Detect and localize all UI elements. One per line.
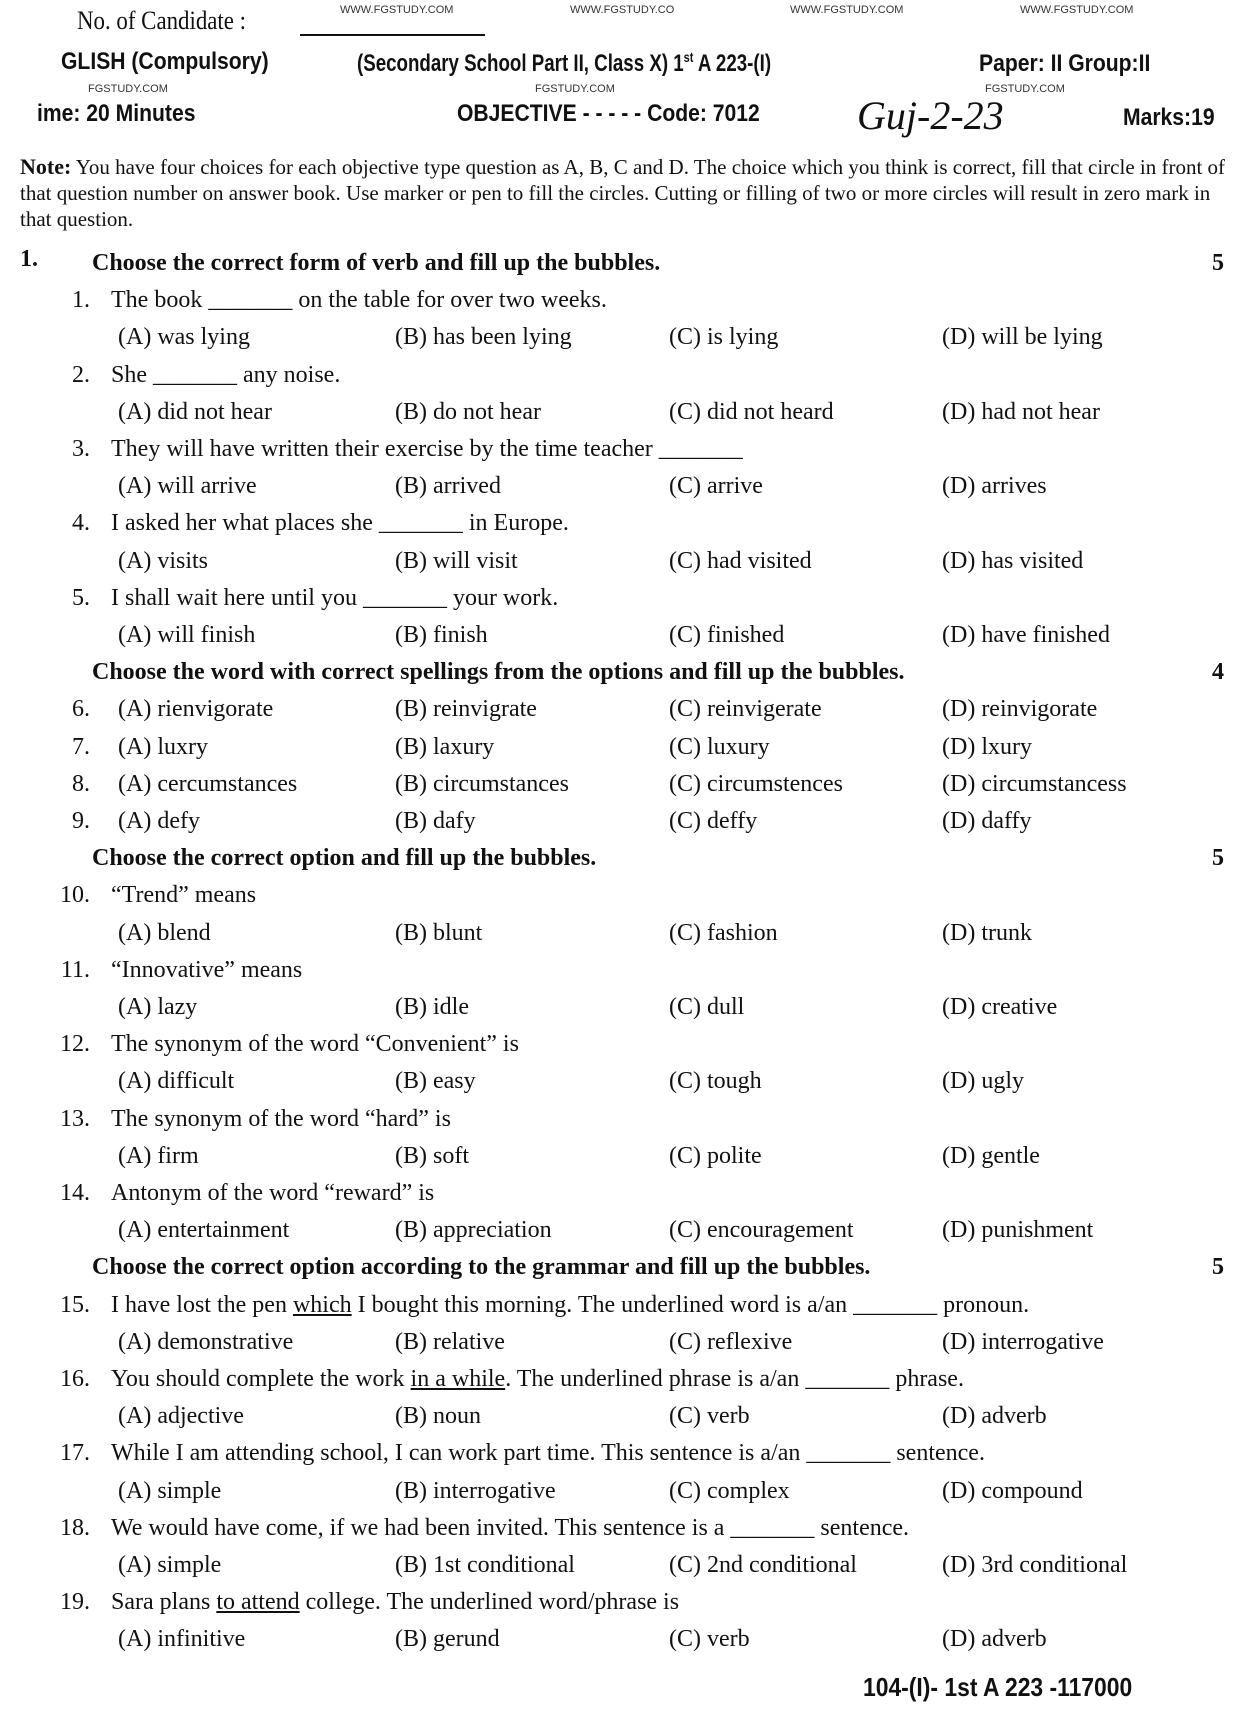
answer-option-a: (A) simple [118, 1552, 222, 1578]
answer-option-d: (D) arrives [942, 473, 1047, 500]
section-heading: Choose the correct option according to the grammar and fill up the bubbles. [92, 1254, 871, 1281]
answer-option-a: (A) luxry [118, 733, 208, 760]
question-number: 17. [60, 1440, 90, 1467]
course-code: A 223-(I) [693, 50, 772, 77]
answer-option-a: (A) defy [118, 808, 200, 834]
answer-option-c: (C) reflexive [669, 1328, 793, 1355]
section-heading-row [0, 245, 1250, 282]
question-text [111, 1584, 679, 1621]
options-row [0, 1621, 1250, 1658]
answer-option-b: (B) gerund [395, 1626, 500, 1653]
answer-option-a: (A) lazy [118, 994, 198, 1020]
question-text [111, 580, 558, 617]
question-text-part: I asked her what places she _______ in Europe. [111, 510, 569, 537]
question-row [0, 1287, 1250, 1324]
question-text-part: Antonym of the word “reward” is [111, 1180, 435, 1206]
watermark-text: FGSTUDY.COM [535, 83, 615, 95]
answer-option-a: (A) rienvigorate [118, 696, 274, 723]
answer-option-b: (B) has been lying [395, 324, 572, 351]
answer-option-d: (D) interrogative [942, 1328, 1104, 1355]
question-row [0, 1026, 1250, 1063]
answer-option-c: (C) finished [669, 622, 785, 648]
answer-option-b: (B) idle [395, 994, 469, 1020]
question-text [111, 431, 743, 468]
answer-option-d: (D) reinvigorate [942, 696, 1098, 723]
section-heading: Choose the correct form of verb and fill up the bubbles. [92, 250, 661, 276]
time-allowed: ime: 20 Minutes [37, 100, 196, 127]
options-row [0, 394, 1250, 431]
question-row [0, 691, 1250, 728]
section-marks: 4 [1212, 659, 1224, 686]
watermark-text: WWW.FGSTUDY.COM [790, 4, 904, 16]
options-row [0, 468, 1250, 505]
answer-option-c: (C) circumstences [669, 770, 843, 797]
question-number: 10. [60, 882, 90, 909]
answer-option-c: (C) did not heard [669, 398, 834, 425]
answer-option-b: (B) 1st conditional [395, 1552, 575, 1578]
watermark-text: WWW.FGSTUDY.COM [1020, 4, 1134, 16]
question-text [111, 952, 302, 989]
answer-option-b: (B) reinvigrate [395, 696, 537, 723]
question-text [111, 1361, 964, 1398]
question-text-part: The book _______ on the table for over two weeks. [111, 287, 607, 314]
objective-code: OBJECTIVE - - - - - Code: 7012 [457, 100, 760, 127]
question-text-part: I have lost the pen [111, 1291, 293, 1318]
question-number: 12. [60, 1031, 90, 1058]
question-text [111, 1435, 985, 1472]
question-row [0, 580, 1250, 617]
answer-option-c: (C) arrive [669, 473, 763, 500]
question-text-part: I bought this morning. The underlined word is a/an _______ pronoun. [351, 1291, 1030, 1318]
answer-option-a: (A) will finish [118, 622, 256, 648]
question-number: 1. [72, 287, 90, 314]
course-title [357, 50, 771, 78]
answer-option-a: (A) was lying [118, 324, 250, 351]
question-number: 3. [72, 436, 90, 462]
answer-option-c: (C) deffy [669, 808, 758, 834]
question-row [0, 952, 1250, 989]
question-number: 8. [72, 770, 90, 797]
answer-option-d: (D) will be lying [942, 324, 1103, 351]
question-number: 18. [60, 1514, 90, 1541]
answer-option-a: (A) demonstrative [118, 1328, 294, 1355]
section-heading: Choose the correct option and fill up the bubbles. [92, 845, 597, 872]
question-row [0, 505, 1250, 542]
question-text-part: The synonym of the word “Convenient” is [111, 1031, 519, 1058]
answer-option-b: (B) circumstances [395, 770, 569, 797]
underlined-phrase: to attend [216, 1589, 300, 1616]
question-text [111, 877, 256, 914]
options-row [0, 543, 1250, 580]
options-row [0, 1398, 1250, 1435]
answer-option-a: (A) infinitive [118, 1626, 246, 1653]
answer-option-c: (C) had visited [669, 547, 812, 574]
answer-option-b: (B) appreciation [395, 1217, 552, 1244]
question-text [111, 282, 607, 319]
answer-option-a: (A) cercumstances [118, 770, 298, 797]
answer-option-c: (C) fashion [669, 919, 778, 946]
question-row [0, 877, 1250, 914]
answer-option-a: (A) firm [118, 1142, 199, 1169]
options-row [0, 1212, 1250, 1249]
question-number: 14. [60, 1180, 90, 1206]
candidate-label: No. of Candidate : [77, 6, 247, 35]
answer-option-d: (D) adverb [942, 1403, 1047, 1430]
answer-option-d: (D) adverb [942, 1626, 1047, 1653]
answer-option-c: (C) tough [669, 1068, 762, 1095]
section-heading: Choose the word with correct spellings from the options and fill up the bubbles. [92, 659, 905, 686]
answer-option-d: (D) lxury [942, 733, 1032, 760]
answer-option-a: (A) adjective [118, 1403, 244, 1430]
question-text-part: . The underlined phrase is a/an _______ phrase. [505, 1366, 964, 1392]
question-row [0, 1175, 1250, 1212]
answer-option-c: (C) verb [669, 1626, 750, 1653]
answer-option-d: (D) daffy [942, 808, 1032, 834]
section-marks: 5 [1212, 250, 1224, 276]
question-text-part: I shall wait here until you _______ your work. [111, 584, 559, 611]
question-row [0, 431, 1250, 468]
answer-option-d: (D) has visited [942, 547, 1084, 574]
answer-option-b: (B) easy [395, 1068, 476, 1095]
question-row [0, 357, 1250, 394]
watermark-text: WWW.FGSTUDY.CO [570, 4, 675, 16]
answer-option-d: (D) creative [942, 994, 1058, 1020]
answer-option-d: (D) ugly [942, 1068, 1024, 1095]
question-text [111, 1026, 519, 1063]
section-heading-row [0, 654, 1250, 691]
question-row [0, 729, 1250, 766]
question-number: 7. [72, 733, 90, 760]
answer-option-b: (B) finish [395, 622, 488, 648]
answer-option-c: (C) polite [669, 1142, 762, 1169]
answer-option-b: (B) will visit [395, 547, 518, 574]
answer-option-d: (D) circumstancess [942, 770, 1127, 797]
answer-option-c: (C) 2nd conditional [669, 1552, 857, 1578]
question-text-part: The synonym of the word “hard” is [111, 1105, 451, 1132]
question-text-part: They will have written their exercise by the time teacher _______ [111, 436, 743, 462]
answer-option-b: (B) do not hear [395, 398, 541, 425]
question-row [0, 282, 1250, 319]
answer-option-d: (D) trunk [942, 919, 1032, 946]
answer-option-b: (B) laxury [395, 733, 495, 760]
question-text-part: You should complete the work [111, 1366, 411, 1392]
paper-footer-code: 104-(I)- 1st A 223 -117000 [863, 1672, 1133, 1702]
question-row [0, 1361, 1250, 1398]
options-row [0, 617, 1250, 654]
answer-option-b: (B) interrogative [395, 1477, 556, 1504]
answer-option-d: (D) 3rd conditional [942, 1552, 1128, 1578]
question-number: 5. [72, 584, 90, 611]
answer-option-c: (C) is lying [669, 324, 779, 351]
answer-option-a: (A) will arrive [118, 473, 257, 500]
options-row [0, 1324, 1250, 1361]
question-text-part: “Innovative” means [111, 956, 303, 983]
question-number: 9. [72, 808, 90, 834]
answer-option-a: (A) did not hear [118, 398, 272, 425]
section-marks: 5 [1212, 845, 1224, 872]
options-row [0, 319, 1250, 356]
question-text-part: Sara plans [111, 1589, 217, 1616]
question-number: 16. [60, 1366, 90, 1392]
answer-option-c: (C) dull [669, 994, 745, 1020]
answer-option-d: (D) compound [942, 1477, 1083, 1504]
question-text [111, 1287, 1029, 1324]
options-row [0, 1473, 1250, 1510]
answer-option-c: (C) luxury [669, 733, 770, 760]
answer-option-b: (B) soft [395, 1142, 469, 1169]
question-number: 2. [72, 361, 90, 388]
answer-option-b: (B) dafy [395, 808, 476, 834]
question-row [0, 803, 1250, 840]
answer-option-b: (B) arrived [395, 473, 501, 500]
underlined-phrase: in a while [410, 1366, 506, 1392]
question-text-part: college. The underlined word/phrase is [299, 1589, 680, 1616]
question-row [0, 1510, 1250, 1547]
answer-option-b: (B) blunt [395, 919, 483, 946]
question-row [0, 1584, 1250, 1621]
question-row [0, 1101, 1250, 1138]
question-text [111, 1175, 434, 1212]
question-row [0, 766, 1250, 803]
watermark-text: WWW.FGSTUDY.COM [340, 4, 454, 16]
answer-option-d: (D) have finished [942, 622, 1110, 648]
note-label: Note: [20, 154, 72, 179]
question-text-part: While I am attending school, I can work part time. This sentence is a/an _______ sentence. [111, 1440, 985, 1467]
question-text [111, 505, 569, 542]
options-row [0, 915, 1250, 952]
section-marks: 5 [1212, 1254, 1224, 1281]
answer-option-c: (C) reinvigerate [669, 696, 822, 723]
handwritten-annotation: Guj-2-23 [857, 93, 1004, 138]
question-number: 6. [72, 696, 90, 723]
course-text: (Secondary School Part II, Class X) 1 [357, 50, 684, 77]
answer-option-d: (D) had not hear [942, 398, 1100, 425]
watermark-text: FGSTUDY.COM [88, 83, 168, 95]
section-heading-row [0, 840, 1250, 877]
options-row [0, 1138, 1250, 1175]
question-text-part: “Trend” means [111, 882, 257, 909]
question-number: 13. [60, 1105, 90, 1132]
answer-option-a: (A) blend [118, 919, 211, 946]
subject-title: GLISH (Compulsory) [61, 48, 269, 75]
candidate-number-line [300, 34, 485, 36]
answer-option-b: (B) relative [395, 1328, 505, 1355]
question-number: 11. [60, 956, 90, 983]
answer-option-c: (C) complex [669, 1477, 790, 1504]
instructions-note [20, 154, 1230, 232]
options-row [0, 1547, 1250, 1584]
underlined-phrase: which [292, 1291, 352, 1318]
question-row [0, 1435, 1250, 1472]
answer-option-d: (D) punishment [942, 1217, 1094, 1244]
course-sup: st [683, 49, 694, 65]
question-number: 15. [60, 1291, 90, 1318]
note-text: You have four choices for each objective type question as A, B, C and D. The choice which you think is correct, fill that circle in front of that question number on answer book. Use marker or pen to fill the circles. Cutting or filling of two or more circles will result in zero mark in that question. [20, 155, 1226, 231]
question-text [111, 1510, 909, 1547]
options-row [0, 989, 1250, 1026]
question-number: 19. [60, 1589, 90, 1616]
answer-option-a: (A) entertainment [118, 1217, 290, 1244]
answer-option-a: (A) difficult [118, 1068, 235, 1095]
section-heading-row [0, 1249, 1250, 1286]
question-main-number: 1. [20, 246, 38, 272]
answer-option-b: (B) noun [395, 1403, 481, 1430]
answer-option-a: (A) visits [118, 547, 208, 574]
answer-option-d: (D) gentle [942, 1142, 1040, 1169]
question-text-part: She _______ any noise. [111, 361, 341, 388]
watermark-text: FGSTUDY.COM [985, 83, 1065, 95]
question-text [111, 357, 340, 394]
answer-option-a: (A) simple [118, 1477, 222, 1504]
answer-option-c: (C) encouragement [669, 1217, 854, 1244]
answer-option-c: (C) verb [669, 1403, 750, 1430]
question-number: 4. [72, 510, 90, 537]
total-marks: Marks:19 [1123, 104, 1215, 131]
paper-group: Paper: II Group:II [979, 50, 1151, 77]
question-text-part: We would have come, if we had been invited. This sentence is a _______ sentence. [111, 1514, 910, 1541]
options-row [0, 1063, 1250, 1100]
question-text [111, 1101, 451, 1138]
